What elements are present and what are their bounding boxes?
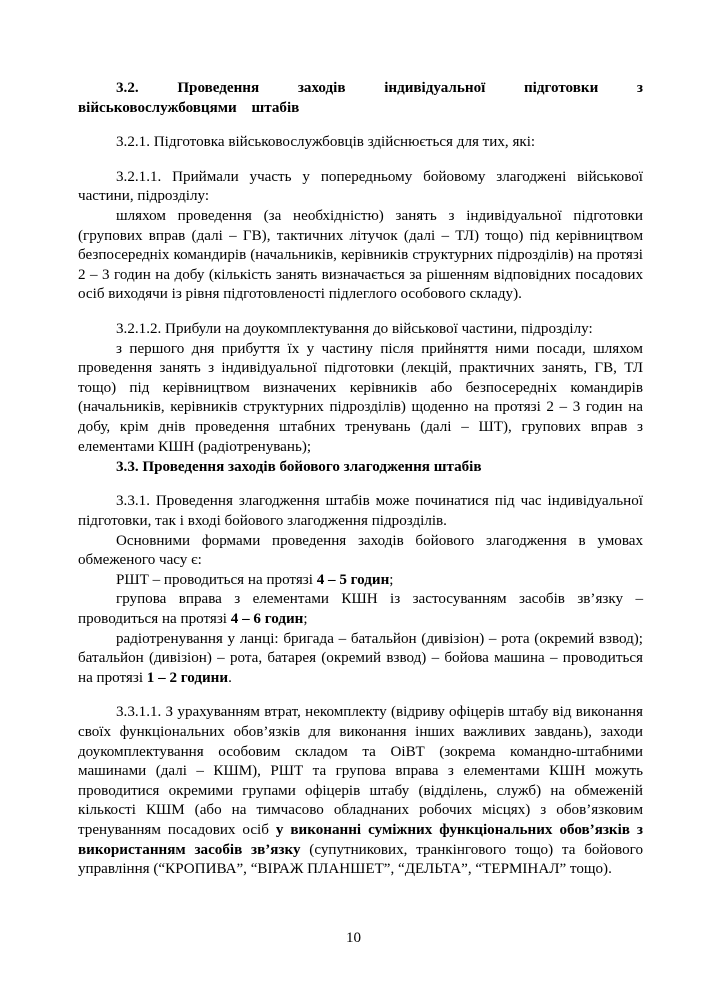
- section-heading-3-3: 3.3. Проведення заходів бойового злагодження штабів: [116, 459, 482, 476]
- paragraph-rsht: [78, 571, 643, 591]
- page-number: 10: [345, 930, 362, 946]
- paragraph-3-3-1-forms: Основними формами проведення заходів бойового злагодження в умовах обмеженого часу є:: [78, 532, 643, 569]
- paragraph-3-2-1-1: 3.2.1.1. Приймали участь у попередньому бойовому злагоджені військової частини, підрозділу:: [78, 168, 643, 205]
- paragraph-3-3-1-1: [78, 703, 643, 879]
- run-text: групова вправа з елементами КШН із застосуванням засобів зв’язку – проводиться на протязі: [78, 591, 643, 627]
- paragraph-3-3-1: 3.3.1. Проведення злагодження штабів може починатися під час індивідуальної підготовки, так і вході бойового злагодження підрозділів.: [78, 493, 643, 529]
- paragraph-3-2-1-2: 3.2.1.2. Прибули на доукомплектування до військової частини, підрозділу:: [116, 321, 593, 337]
- run-text: (супутникових, транкінгового тощо) та бойового управління (“КРОПИВА”, “ВІРАЖ ПЛАНШЕТ”, “ДЕЛЬТА”, “ТЕРМІНАЛ” тощо).: [78, 841, 643, 878]
- run-text: ;: [389, 571, 394, 588]
- run-text: ;: [303, 610, 308, 627]
- section-heading-3-2: 3.2. Проведення заходів індивідуальної підготовки з військовослужбовцями штабів: [78, 80, 643, 117]
- paragraph-3-2-1: 3.2.1. Підготовка військовослужбовців здійснюється для тих, які:: [116, 134, 536, 151]
- run-text: РШТ – проводиться на протязі: [116, 571, 317, 588]
- run-bold: 1 – 2 години: [146, 669, 229, 686]
- paragraph-3-2-1-1-body: шляхом проведення (за необхідністю) занять з індивідуальної підготовки (групових вправ (далі – ГВ), тактичних літучок (далі – ТЛ) тощо) під керівництвом безпосередніх командирів (начальників, керівників структурних підрозділів) на протязі 2 – 3 годин на добу (кількість занять визначається за рішенням відповідних посадових осіб виходячи із рівня підготовленості підлеглого особового складу).: [78, 207, 643, 303]
- run-text: 3.3.1.1. З урахуванням втрат, некомплекту (відриву офіцерів штабу від виконання своїх функціональних обов’язків для виконання інших важливих завдань), заходи доукомплектування особовим складом та ОіВТ (зокрема командно-штабними машинами (далі – КШМ), РШТ та групова вправа з елементами КШН можуть проводитися окремими групами офіцерів штабу (відділень, служб) на обмеженій кількості КШМ (або на тимчасово обладнаних робочих місцях) з обов’язковим тренуванням посадових осіб: [78, 704, 643, 839]
- run-bold: 4 – 5 годин: [316, 571, 390, 588]
- paragraph-group-exercise: [78, 590, 643, 629]
- run-text: .: [228, 669, 232, 686]
- run-bold: 4 – 6 годин: [230, 610, 304, 627]
- paragraph-radio-training: [78, 630, 643, 689]
- paragraph-3-2-1-2-body: з першого дня прибуття їх у частину після прийняття ними посади, шляхом проведення занять з індивідуальної підготовки (лекцій, практичних занять, ГВ, ТЛ тощо) під керівництвом визначених керівників або безпосередніх командирів (начальників, керівників структурних підрозділів) щоденно на протязі 2 – 3 годин на добу, крім днів проведення штабних тренувань (далі – ШТ), групових вправ з елементами КШН (радіотренувань);: [78, 340, 643, 455]
- run-text: радіотренування у ланці: бригада – батальйон (дивізіон) – рота (окремий взвод); батальйон (дивізіон) – рота, батарея (окремий взвод) – бойова машина – проводиться на протязі: [78, 630, 643, 686]
- run-bold: у виконанні суміжних функціональних обов’язків з використанням засобів зв’язку: [78, 822, 643, 858]
